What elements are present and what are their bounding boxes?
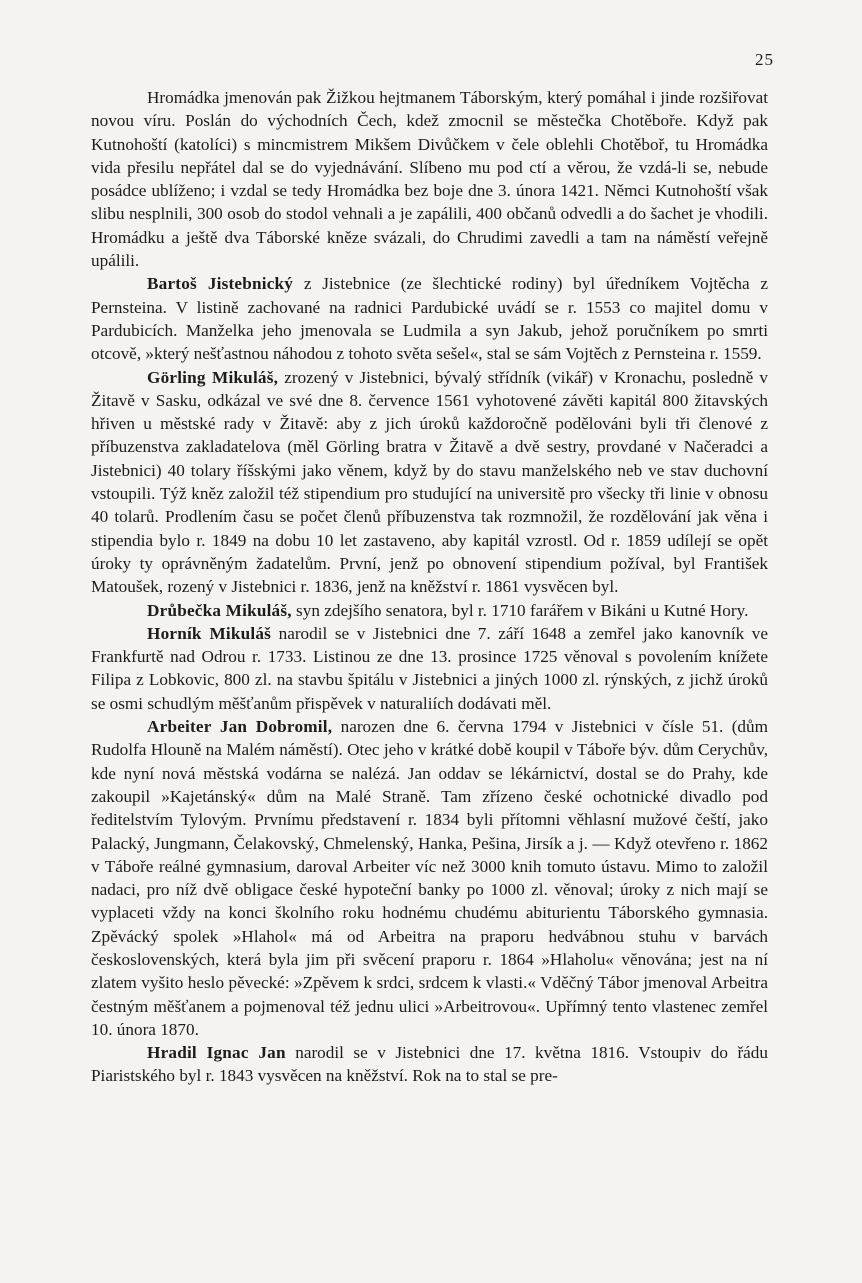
- paragraph-arbeiter: [91, 715, 768, 1041]
- paragraph-text: zrozený v Jistebnici, bývalý střídník (vikář) v Kronachu, posledně v Žitavě v Sasku, odkázal ve své dne 8. července 1561 vyhotovené závěti kapitál 800 žitavských hřiven u městské rady v Žitavě: aby z jich úroků každoročně podělováni byli tři členové z příbuzenstva zakladatelova (měl Görling bratra v Žitavě a dvě sestry, provdané v Načeradci a Jistebnici) 40 tolary říšskými jako věnem, když by do stavu manželského neb ve stav duchovní vstoupili. Týž kněz založil též stipendium pro studující na universitě pro všecky tři linie v obnosu 40 tolarů. Prodlením času se počet členů příbuzenstva tak rozmnožil, že rozdělování jak věna i stipendia bylo r. 1849 na dobu 10 let zastaveno, aby kapitál vzrostl. Od r. 1859 udílejí se opět úroky ty oprávněným žadatelům. První, jenž po obnovení stipendium požíval, byl František Matoušek, rozený v Jistebnici r. 1836, jenž na kněžství r. 1861 vysvěcen byl.: [91, 367, 768, 597]
- paragraph-text: syn zdejšího senatora, byl r. 1710 farářem v Bikáni u Kutné Hory.: [291, 600, 749, 620]
- paragraph-text: narozen dne 6. června 1794 v Jistebnici v čísle 51. (dům Rudolfa Hlouně na Malém náměstí). Otec jeho v krátké době koupil v Táboře býv. dům Cerychův, kde nyní nová městská vodárna se nalézá. Jan oddav se lékárnictví, dostal se do Prahy, kde zakoupil »Kajetánský« dům na Malé Straně. Tam zřízeno české ochotnické divadlo pod ředitelstvím Tylovým. Prvnímu představení r. 1834 byli přítomni věhlasní mužové čeští, jako Palacký, Jungmann, Čelakovský, Chmelenský, Hanka, Pešina, Jirsík a j. — Když otevřeno r. 1862 v Táboře reálné gymnasium, daroval Arbeiter víc než 3000 knih tomuto ústavu. Mimo to založil nadaci, pro níž dvě obligace české hypoteční banky po 1000 zl. věnoval; úroky z nich mají se vyplaceti vždy na konci školního roku hodnému chudému abiturientu Táborského gymnasia. Zpěvácký spolek »Hlahol« má od Arbeitra na praporu hedvábnou stuhu v barvách československých, která byla jim při svěcení praporu r. 1864 »Hlaholu« věnována; jest na ní zlatem vyšito heslo pěvecké: »Zpěvem k srdci, srdcem k vlasti.« Vděčný Tábor jmenoval Arbeitra čestným měšťanem a pojmenoval též jednu ulici »Arbeitrovou«. Upřímný tento vlastenec zemřel 10. února 1870.: [91, 717, 768, 1039]
- person-name: Görling Mikuláš,: [147, 367, 279, 387]
- body-text: [91, 86, 768, 1088]
- person-name: Bartoš Jistebnický: [147, 274, 294, 294]
- paragraph-text: Hromádka jmenován pak Žižkou hejtmanem Táborským, který pomáhal i jinde rozšiřovat novou víru. Poslán do východních Čech, kdež zmocnil se městečka Chotěboře. Když pak Kutnohoští (katolíci) s mincmistrem Mikšem Divůčkem v čele oblehli Chotěboř, tu Hromádka vida přesilu nepřátel dal se do vyjednávání. Slíbeno mu pod ctí a věrou, že vzdá-li se, nebude posádce ublíženo; i vzdal se tedy Hromádka bez boje dne 3. února 1421. Němci Kutnohoští však slibu nesplnili, 300 osob do stodol vehnali a je zapálili, 400 občanů odvedli a do šachet je vhodili. Hromádku a ještě dva Táborské kněze svázali, do Chrudimi zavedli a tam na náměstí veřejně upálili.: [91, 88, 768, 271]
- person-name: Hradil Ignac Jan: [147, 1043, 286, 1063]
- paragraph-bartos: [91, 272, 768, 365]
- paragraph-text: narodil se v Jistebnici dne 7. září 1648 a zemřel jako kanovník ve Frankfurtě nad Odrou r. 1733. Listinou ze dne 13. prosince 1725 věnoval s povolením knížete Filipa z Lobkovic, 800 zl. na stavbu špitálu v Jistebnici a jiných 1000 zl. rýnských, z jichž úroků se osmi schudlým měšťanům přispěvek v naturaliích dodávati měl.: [91, 623, 768, 713]
- paragraph-hradil: [91, 1041, 768, 1088]
- person-name: Arbeiter Jan Dobromil,: [147, 717, 333, 737]
- paragraph-hornik: [91, 622, 768, 715]
- paragraph-gorling: [91, 366, 768, 599]
- paragraph-text: narodil se v Jistebnici dne 17. května 1816. Vstoupiv do řádu Piaristského byl r. 1843 vysvěcen na kněžství. Rok na to stal se pre-: [91, 1043, 768, 1086]
- page-number: 25: [755, 50, 774, 69]
- person-name: Horník Mikuláš: [147, 623, 272, 643]
- person-name: Drůbečka Mikuláš,: [147, 600, 292, 620]
- paragraph-drubecka: [91, 599, 768, 622]
- paragraph-text: z Jistebnice (ze šlechtické rodiny) byl úředníkem Vojtěcha z Pernsteina. V listině zachované na radnici Pardubické uvádí se r. 1553 co majitel domu v Pardubicích. Manželka jeho jmenovala se Ludmila a syn Jakub, jehož poručníkem po smrti otcově, »který nešťastnou náhodou z tohoto světa sešel«, stal se sám Vojtěch z Pernsteina r. 1559.: [91, 274, 768, 364]
- paragraph-hromadka: [91, 86, 768, 272]
